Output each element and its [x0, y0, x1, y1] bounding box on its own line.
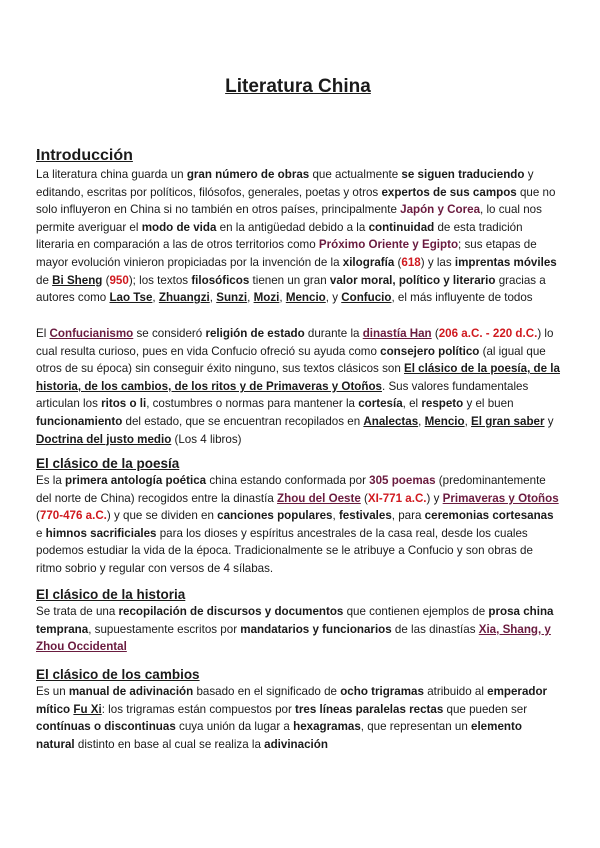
text-run: La literatura china guarda un	[36, 168, 187, 181]
text-run: Doctrina del justo medio	[36, 432, 172, 446]
text-run: (Los 4 libros)	[171, 432, 242, 446]
text-run: Analectas	[363, 414, 419, 428]
heading-clasico-poesia: El clásico de la poesía	[36, 456, 180, 471]
text-run: (	[431, 327, 439, 340]
text-run: , costumbres o normas para mantener la	[146, 397, 359, 411]
text-run: ) y	[426, 491, 443, 505]
text-run: , supuestamente escritos por	[88, 622, 241, 636]
text-run: que no solo influyeron en China si no también en otros países, principalmente	[36, 185, 556, 217]
text-run: adivinación	[264, 737, 328, 751]
text-run: emperador mítico	[36, 685, 548, 716]
text-run: 770-476 a.C.	[39, 509, 107, 523]
text-run: ,	[247, 291, 254, 305]
text-run: en la antigüedad debido a la	[216, 220, 369, 234]
heading-clasico-historia: El clásico de la historia	[36, 587, 186, 602]
text-run: ,	[332, 509, 339, 523]
text-run: se siguen traduciendo	[401, 168, 525, 181]
text-run: 206 a.C. - 220 d.C.	[438, 327, 538, 340]
text-run: 305 poemas	[369, 474, 436, 487]
text-run: que actualmente	[309, 168, 402, 181]
text-run: funcionamiento	[36, 414, 123, 428]
linked-term[interactable]: dinastía Han	[362, 327, 432, 340]
text-run: , y	[325, 291, 342, 305]
text-run: de	[36, 273, 53, 287]
text-run: mandatarios y funcionarios	[240, 622, 392, 636]
text-run: filosóficos	[191, 273, 250, 287]
text-run: cuya unión da lugar a	[175, 720, 294, 734]
text-run: himnos sacrificiales	[45, 526, 157, 540]
text-run: valor moral, político y literario	[329, 273, 496, 287]
linked-term[interactable]: Primaveras y Otoños	[442, 491, 559, 505]
text-run: (predominantemente del norte de China) recogidos entre la dinastía	[36, 474, 546, 505]
text-run: xilografía	[342, 255, 395, 269]
text-run: basado en el significado de	[193, 685, 341, 698]
text-run: distinto en base al cual se realiza la	[74, 737, 265, 751]
text-run: gran número de obras	[186, 168, 310, 181]
text-run: respeto	[421, 397, 464, 411]
text-run: del estado, que se encuentran recopilados en	[122, 414, 364, 428]
text-run: 950	[109, 273, 129, 287]
text-run: ,	[152, 291, 159, 305]
text-run: ; sus etapas de mayor evolución vinieron propiciadas por la invención de la	[36, 238, 537, 269]
text-run: , el	[402, 397, 422, 411]
heading-clasico-cambios: El clásico de los cambios	[36, 667, 200, 682]
text-run: de esta tradición literaria en comparación a las de otros territorios como	[36, 220, 523, 252]
text-run: manual de adivinación	[68, 685, 194, 698]
text-run: ,	[464, 414, 472, 428]
text-run: , que representan un	[360, 720, 472, 734]
text-run: Japón y Corea	[400, 203, 481, 217]
text-run: ,	[209, 291, 217, 305]
text-run: tres líneas paralelas rectas	[295, 702, 444, 716]
paragraph-clasico-cambios	[36, 683, 560, 753]
text-run: de las dinastías	[391, 622, 479, 636]
linked-term[interactable]: Confucianismo	[49, 327, 134, 340]
text-run: hexagramas	[293, 720, 361, 734]
text-run: Mozi	[253, 291, 280, 305]
text-run: . Sus valores fundamentales articulan los	[36, 379, 529, 411]
text-run: canciones populares	[217, 509, 333, 523]
text-run: china estando conformada por	[206, 474, 370, 487]
text-run: El gran saber	[471, 414, 545, 428]
text-run: , lo cual nos permite averiguar el	[36, 203, 542, 234]
text-run: El clásico de la poesía, de la historia, de los cambios, de los ritos y de Primaveras y Otoños	[36, 362, 560, 393]
text-run: : los trigramas están compuestos por	[101, 702, 296, 716]
text-run: que pueden ser	[443, 702, 528, 716]
linked-term[interactable]: Zhou del Oeste	[277, 491, 361, 505]
text-run: ) y las	[420, 255, 455, 269]
text-run: y	[544, 414, 554, 428]
text-run: , el más influyente de todos	[391, 291, 533, 305]
text-run: Confucio	[341, 291, 392, 305]
text-run: continuidad	[368, 220, 435, 234]
text-run: Zhuangzi	[158, 291, 210, 305]
text-run: (	[394, 255, 402, 269]
text-run: religión de estado	[205, 327, 305, 340]
text-run: Fu Xi	[73, 702, 102, 716]
text-run: ceremonias cortesanas	[424, 509, 554, 523]
text-run: atribuido al	[423, 685, 488, 698]
text-run: Sunzi	[216, 291, 248, 305]
text-run: imprentas móviles	[454, 255, 557, 269]
text-run: Próximo Oriente y Egipto	[318, 238, 459, 252]
text-run: ) y que se dividen en	[106, 509, 218, 523]
text-run: El	[36, 327, 50, 340]
text-run: contínuas o discontinuas	[36, 720, 176, 734]
heading-introduccion: Introducción	[36, 147, 133, 164]
text-run: ritos o li	[101, 397, 147, 411]
paragraph-clasico-poesia	[36, 472, 560, 578]
text-run: cortesía	[358, 397, 403, 411]
text-run: ,	[418, 414, 425, 428]
text-run: Mencio	[285, 291, 326, 305]
text-run: ,	[279, 291, 286, 305]
text-run: que contienen ejemplos de	[343, 605, 489, 618]
text-run: modo de vida	[141, 220, 217, 234]
text-run: Bi Sheng	[52, 273, 103, 287]
text-run: festivales	[338, 509, 392, 523]
text-run: (al igual que otros de su época) sin conseguir éxito ninguno, sus textos clásicos son	[36, 344, 546, 376]
text-run: se consideró	[133, 327, 206, 340]
text-run: e	[36, 526, 46, 540]
paragraph-clasico-historia	[36, 603, 560, 656]
text-run: tienen un gran	[249, 273, 330, 287]
text-run: ); los textos	[128, 273, 192, 287]
text-run: ocho trigramas	[340, 685, 424, 698]
text-run: (	[36, 509, 40, 523]
text-run: 618	[401, 255, 421, 269]
text-run: recopilación de discursos y documentos	[118, 605, 344, 618]
text-run: para los dioses y espíritus ancestrales de la casa real, desde los cuales podemos estudiar la vida de la época. Tradicionalmente se le atribuye a Confucio y son obras de ritmo sobrio y regular con versos de 4 sílabas.	[36, 526, 533, 575]
text-run: Es la	[36, 474, 65, 487]
text-run: y el buen	[463, 397, 514, 411]
text-run: Mencio	[424, 414, 465, 428]
text-run: XI-771 a.C.	[367, 491, 427, 505]
text-run: gracias a autores como	[36, 273, 546, 305]
text-run: y editando, escritas por políticos, filósofos, generales, poetas y otros	[36, 168, 534, 199]
text-run: , para	[391, 509, 425, 523]
text-run: Se trata de una	[36, 605, 119, 618]
paragraph-confucianismo	[36, 325, 560, 448]
text-run: prosa china temprana	[36, 605, 554, 636]
document-title: Literatura China	[225, 76, 371, 97]
text-run: Es un	[36, 685, 69, 698]
text-run: durante la	[304, 327, 363, 340]
text-run: (	[360, 491, 368, 505]
text-run: Lao Tse	[109, 291, 153, 305]
text-run: (	[102, 273, 110, 287]
text-run: primera antología poética	[65, 474, 207, 487]
paragraph-introduccion	[36, 166, 560, 307]
linked-term[interactable]: Xia, Shang, y Zhou Occidental	[36, 622, 551, 654]
text-run: elemento natural	[36, 720, 522, 751]
text-run: ) lo cual resulta curioso, pues en vida Confucio ofreció su ayuda como	[36, 327, 554, 358]
text-run: expertos de sus campos	[381, 185, 517, 199]
text-run: consejero político	[380, 344, 480, 358]
